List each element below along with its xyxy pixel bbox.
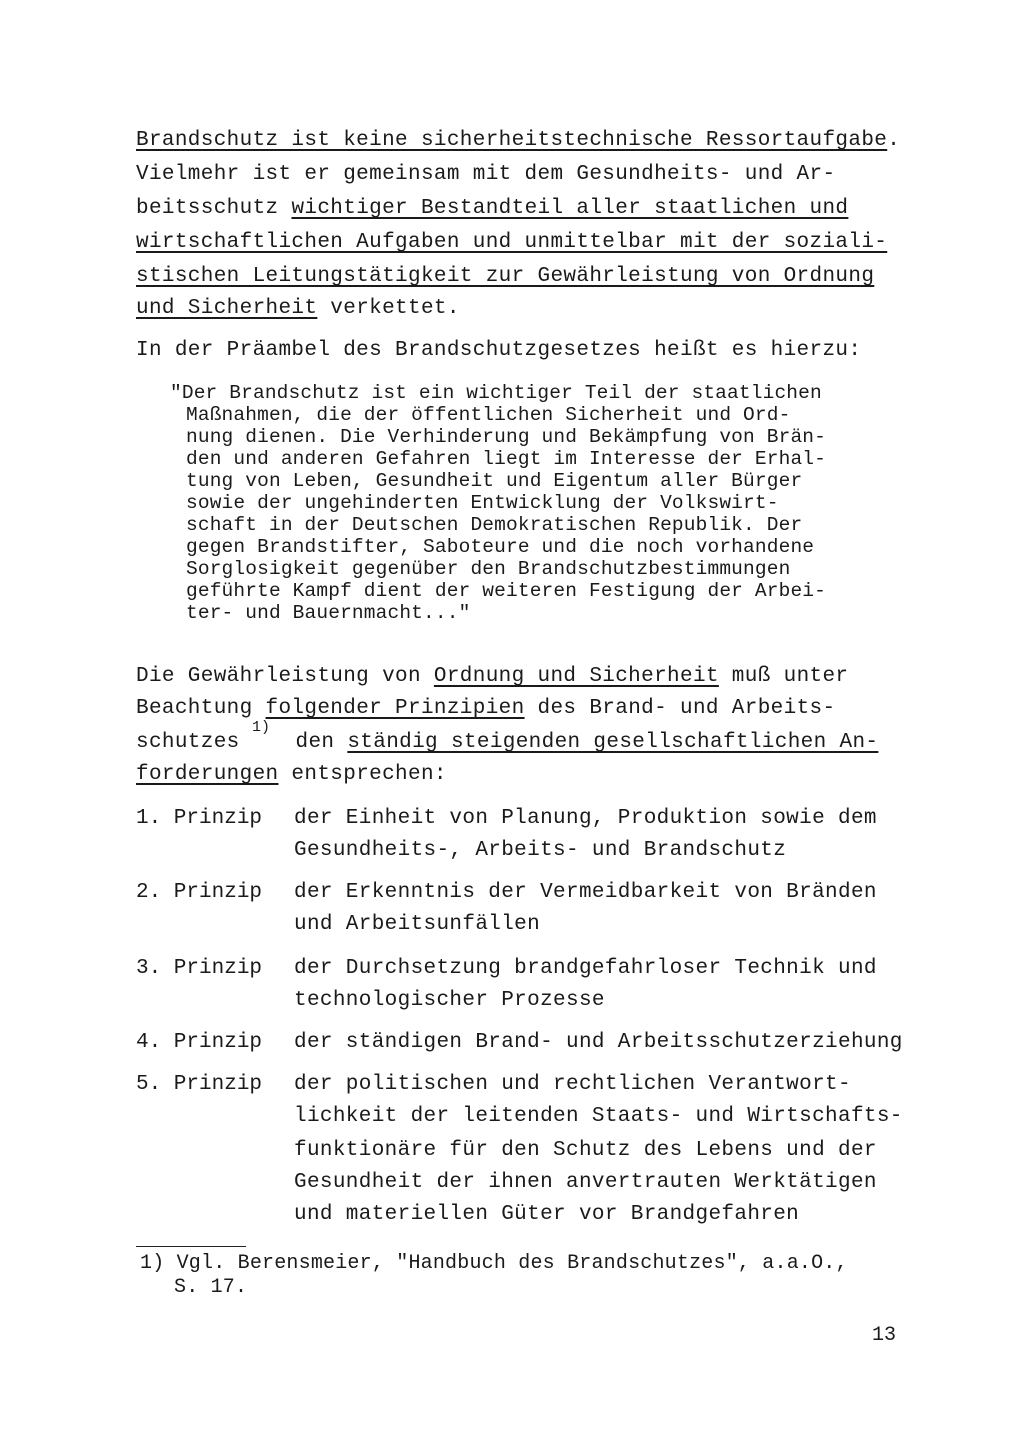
quote-line: den und anderen Gefahren liegt im Interesse der Erhal- [186, 448, 827, 470]
text-span: Die Gewährleistung von [136, 665, 434, 688]
text-span: entsprechen: [278, 763, 447, 786]
quote-line: schaft in der Deutschen Demokratischen Republik. Der [186, 514, 803, 536]
quote-line: Sorglosigkeit gegenüber den Brandschutzbestimmungen [186, 558, 791, 580]
footnote-marker: 1) [252, 719, 271, 736]
footnote-divider [136, 1246, 246, 1247]
quote-line: "Der Brandschutz ist ein wichtiger Teil der staatlichen [170, 382, 822, 404]
text-span: den [282, 731, 348, 754]
quote-line: geführte Kampf dient der weiteren Festigung der Arbei- [186, 580, 827, 602]
principle-label: 5. Prinzip [136, 1073, 263, 1096]
text-span: verkettet. [317, 297, 460, 320]
underlined-phrase: Brandschutz ist keine sicherheitstechnische Ressortaufgabe [136, 129, 888, 152]
paragraph-3-line-1 [136, 664, 848, 690]
principle-label: 3. Prinzip [136, 957, 263, 980]
principle-text: der ständigen Brand- und Arbeitsschutzerziehung [294, 1031, 903, 1054]
quote-line: ter- und Bauernmacht..." [186, 602, 471, 624]
principle-text: technologischer Prozesse [294, 989, 605, 1012]
underlined-phrase: und Sicherheit [136, 297, 318, 320]
underlined-phrase: forderungen [136, 763, 279, 786]
principle-text: der Erkenntnis der Vermeidbarkeit von Bränden [294, 881, 877, 904]
principle-text: lichkeit der leitenden Staats- und Wirtschafts- [294, 1105, 903, 1128]
text-span: . [887, 129, 901, 152]
principle-label: 1. Prinzip [136, 807, 263, 830]
paragraph-1-line-1 [136, 128, 900, 154]
text-span: Beachtung [136, 697, 266, 720]
principle-text: der Einheit von Planung, Produktion sowie dem [294, 807, 877, 830]
underlined-phrase: ständig steigenden gesellschaftlichen An- [347, 731, 879, 754]
paragraph-1-line-5: stischen Leitungstätigkeit zur Gewährleistung von Ordnung [136, 265, 875, 288]
text-span: des Brand- und Arbeits- [524, 697, 836, 720]
underlined-phrase: wichtiger Bestandteil aller staatlichen und [291, 197, 849, 220]
underlined-phrase: Ordnung und Sicherheit [433, 665, 719, 688]
paragraph-3-line-3 [136, 730, 878, 756]
paragraph-1-line-4: wirtschaftlichen Aufgaben und unmittelbar mit der soziali- [136, 231, 888, 254]
quote-line: nung dienen. Die Verhinderung und Bekämpfung von Brän- [186, 426, 827, 448]
text-span: muß unter [718, 665, 849, 688]
principle-text: und materiellen Güter vor Brandgefahren [294, 1203, 800, 1226]
paragraph-1-line-2: Vielmehr ist er gemeinsam mit dem Gesundheits- und Ar- [136, 163, 836, 186]
footnote-line-2: S. 17. [174, 1276, 248, 1299]
text-span: schutzes [136, 731, 253, 754]
quote-line: Maßnahmen, die der öffentlichen Sicherheit und Ord- [186, 404, 791, 426]
quote-line: tung von Leben, Gesundheit und Eigentum aller Bürger [186, 470, 803, 492]
quote-line: gegen Brandstifter, Saboteure und die noch vorhandene [186, 536, 815, 558]
principle-label: 4. Prinzip [136, 1031, 263, 1054]
paragraph-3-line-4 [136, 762, 447, 788]
preamble-intro: In der Präambel des Brandschutzgesetzes heißt es hierzu: [136, 339, 862, 362]
principle-text: der politischen und rechtlichen Verantwort- [294, 1073, 851, 1096]
principle-text: Gesundheits-, Arbeits- und Brandschutz [294, 839, 787, 862]
principle-text: funktionäre für den Schutz des Lebens und der [294, 1139, 877, 1162]
principle-label: 2. Prinzip [136, 881, 263, 904]
paragraph-1-line-6 [136, 296, 460, 322]
quote-line: sowie der ungehinderten Entwicklung der Volkswirt- [186, 492, 779, 514]
page-number: 13 [872, 1324, 897, 1347]
principle-text: und Arbeitsunfällen [294, 913, 541, 936]
underlined-phrase: folgender Prinzipien [265, 697, 525, 720]
paragraph-1-line-3 [136, 196, 848, 222]
principle-text: Gesundheit der ihnen anvertrauten Werktätigen [294, 1171, 877, 1194]
paragraph-3-line-2 [136, 696, 835, 722]
principle-text: der Durchsetzung brandgefahrloser Technik und [294, 957, 877, 980]
text-span: beitsschutz [136, 197, 292, 220]
footnote-line-1: 1) Vgl. Berensmeier, "Handbuch des Brandschutzes", a.a.O., [140, 1252, 848, 1275]
